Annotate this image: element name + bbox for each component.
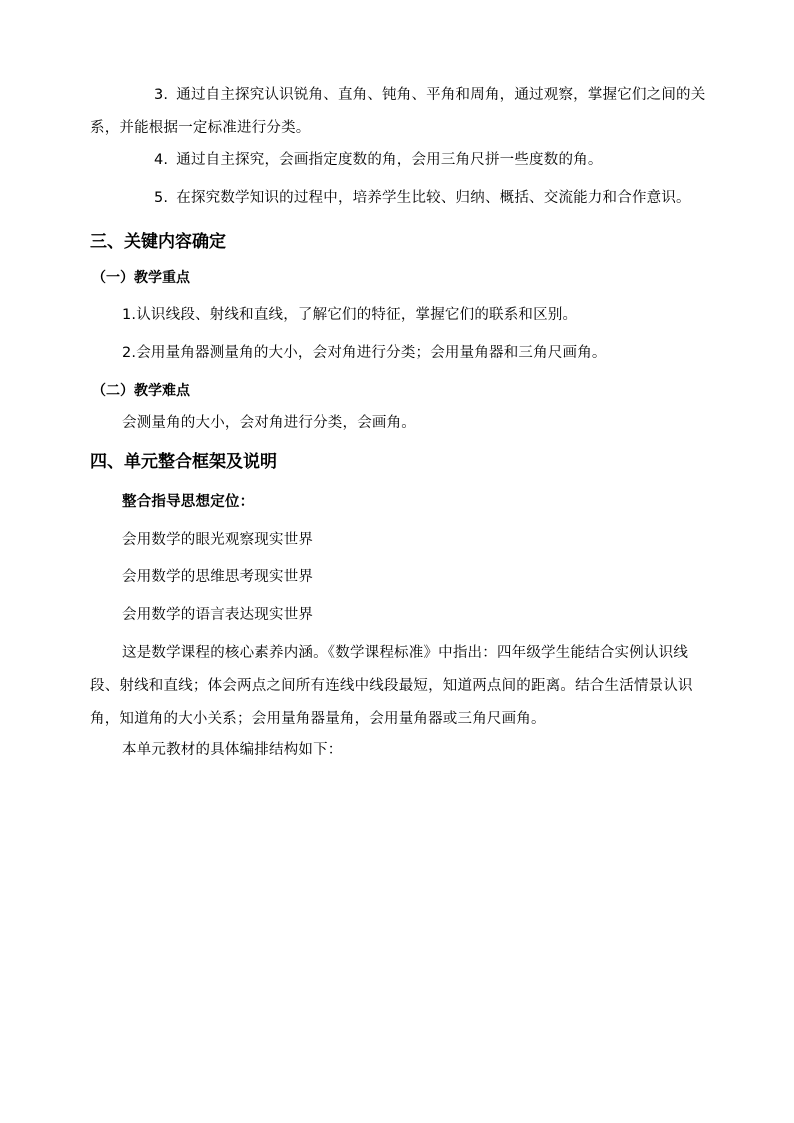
objective-4-text: 通过自主探究，会画指定度数的角，会用三角尺拼一些度数的角。 — [176, 152, 603, 168]
key-point-1: 1.认识线段、射线和直线，了解它们的特征，掌握它们的联系和区别。 — [122, 307, 578, 323]
objective-5-number: 5. — [154, 190, 169, 206]
objective-5 — [90, 188, 706, 208]
objective-3 — [90, 79, 706, 145]
section-4-heading: 四、单元整合框架及说明 — [90, 452, 277, 472]
objective-4 — [90, 150, 706, 170]
guide-line-1: 会用数学的眼光观察现实世界 — [122, 532, 314, 548]
objective-3-text: 通过自主探究认识锐角、直角、钝角、平角和周角，通过观察，掌握它们之间的关系，并能根据一定标准进行分类。 — [90, 87, 706, 136]
guide-line-2: 会用数学的思维思考现实世界 — [122, 569, 314, 585]
standards-paragraph: 这是数学课程的核心素养内涵。《数学课程标准》中指出：四年级学生能结合实例认识线段、射线和直线；体会两点之间所有连线中线段最短，知道两点间的距离。结合生活情景认识角，知道角的大小关系；会用量角器量角，会用量角器或三角尺画角。 — [90, 645, 693, 727]
guide-title: 整合指导思想定位： — [122, 494, 255, 510]
closing-line: 本单元教材的具体编排结构如下： — [122, 742, 343, 758]
difficult-point-text: 会测量角的大小，会对角进行分类，会画角。 — [122, 415, 416, 431]
section-3-heading: 三、关键内容确定 — [90, 232, 226, 252]
difficult-points-heading: （二）教学难点 — [92, 383, 190, 399]
objective-5-text: 在探究数学知识的过程中，培养学生比较、归纳、概括、交流能力和合作意识。 — [176, 190, 691, 206]
objective-3-number: 3. — [154, 87, 169, 103]
guide-line-3: 会用数学的语言表达现实世界 — [122, 607, 314, 623]
key-points-heading: （一）教学重点 — [92, 270, 190, 286]
key-point-2: 2.会用量角器测量角的大小，会对角进行分类；会用量角器和三角尺画角。 — [122, 345, 607, 361]
objective-4-number: 4. — [154, 152, 169, 168]
